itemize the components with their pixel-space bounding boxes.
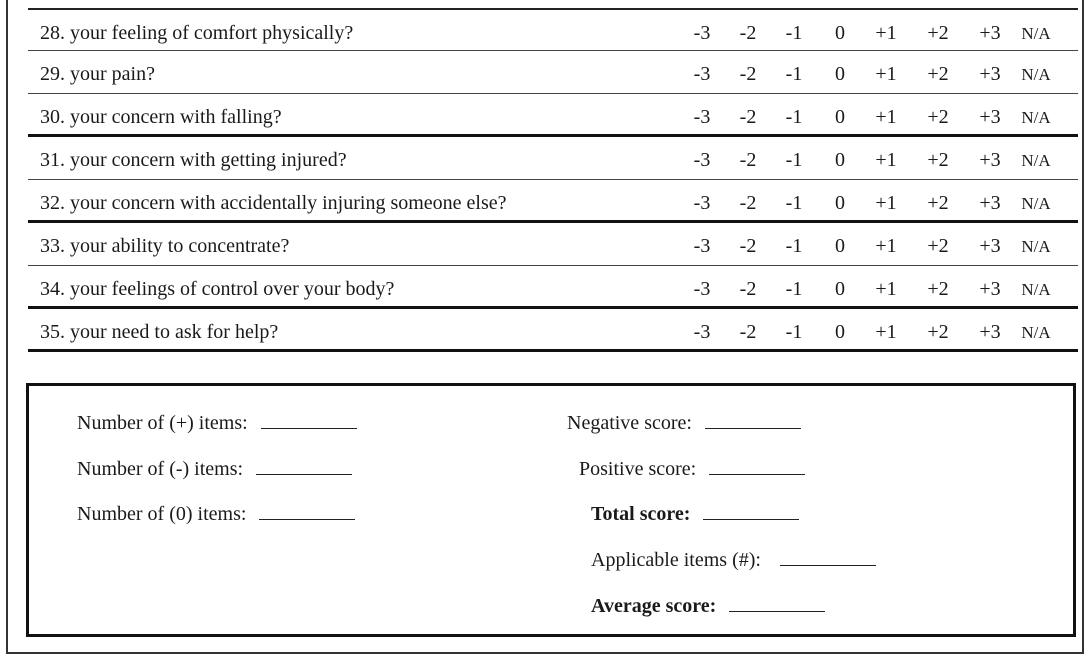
rating-option[interactable]: -2 <box>739 321 757 343</box>
positive-items-line <box>77 410 357 435</box>
rating-option[interactable]: +2 <box>927 106 949 128</box>
rating-option[interactable]: +1 <box>875 106 897 128</box>
item-row <box>28 94 1078 137</box>
positive-score-blank[interactable] <box>709 456 805 475</box>
average-score-label: Average score: <box>591 595 717 617</box>
negative-score-blank[interactable] <box>705 410 801 429</box>
negative-score-label: Negative score: <box>567 412 692 434</box>
rating-option[interactable]: 0 <box>835 63 845 85</box>
rating-option[interactable]: +1 <box>875 278 897 300</box>
rating-option[interactable]: +1 <box>875 192 897 214</box>
positive-score-line <box>579 456 805 481</box>
positive-items-label: Number of (+) items: <box>77 412 248 434</box>
total-score-line <box>591 501 799 526</box>
rating-option[interactable]: N/A <box>1021 194 1051 213</box>
item-row <box>28 8 1078 51</box>
rating-option[interactable]: 0 <box>835 321 845 343</box>
rating-option[interactable]: -1 <box>785 321 803 343</box>
rating-option[interactable]: -3 <box>693 63 711 85</box>
rating-option[interactable]: +1 <box>875 235 897 257</box>
rating-option[interactable]: N/A <box>1021 323 1051 342</box>
rating-option[interactable]: +3 <box>979 235 1001 257</box>
rating-option[interactable]: +2 <box>927 321 949 343</box>
item-row <box>28 266 1078 309</box>
total-score-blank[interactable] <box>703 501 799 520</box>
zero-items-line <box>77 501 355 526</box>
rating-option[interactable]: +1 <box>875 63 897 85</box>
rating-option[interactable]: +2 <box>927 278 949 300</box>
rating-option[interactable]: 0 <box>835 192 845 214</box>
negative-items-line <box>77 456 352 481</box>
rating-option[interactable]: -1 <box>785 106 803 128</box>
negative-items-blank[interactable] <box>256 456 352 475</box>
item-list <box>28 8 1078 352</box>
rating-option[interactable]: +2 <box>927 235 949 257</box>
rating-option[interactable]: N/A <box>1021 151 1051 170</box>
negative-items-label: Number of (-) items: <box>77 458 244 480</box>
questionnaire-page <box>6 0 1084 654</box>
score-summary-box <box>26 383 1076 637</box>
total-score-label: Total score: <box>591 503 691 525</box>
rating-option[interactable]: -1 <box>785 149 803 171</box>
item-question: 28. your feeling of comfort physically? <box>40 22 354 44</box>
rating-option[interactable]: +2 <box>927 149 949 171</box>
rating-option[interactable]: +3 <box>979 192 1001 214</box>
item-question: 33. your ability to concentrate? <box>40 235 290 257</box>
rating-option[interactable]: -3 <box>693 149 711 171</box>
rating-option[interactable]: -3 <box>693 235 711 257</box>
rating-option[interactable]: -2 <box>739 106 757 128</box>
zero-items-label: Number of (0) items: <box>77 503 247 525</box>
rating-option[interactable]: -2 <box>739 278 757 300</box>
item-question: 32. your concern with accidentally injuring someone else? <box>40 192 507 214</box>
rating-option[interactable]: -2 <box>739 192 757 214</box>
rating-option[interactable]: +2 <box>927 22 949 44</box>
rating-option[interactable]: 0 <box>835 106 845 128</box>
rating-option[interactable]: -1 <box>785 192 803 214</box>
applicable-items-line <box>591 547 876 572</box>
item-row <box>28 180 1078 223</box>
rating-option[interactable]: -2 <box>739 63 757 85</box>
rating-option[interactable]: +1 <box>875 22 897 44</box>
item-row <box>28 309 1078 352</box>
rating-option[interactable]: +3 <box>979 149 1001 171</box>
rating-option[interactable]: 0 <box>835 149 845 171</box>
applicable-items-blank[interactable] <box>780 547 876 566</box>
rating-option[interactable]: +3 <box>979 106 1001 128</box>
item-row <box>28 223 1078 266</box>
item-question: 29. your pain? <box>40 63 155 85</box>
rating-option[interactable]: -2 <box>739 22 757 44</box>
rating-option[interactable]: +3 <box>979 63 1001 85</box>
rating-option[interactable]: N/A <box>1021 65 1051 84</box>
positive-score-label: Positive score: <box>579 458 697 480</box>
rating-option[interactable]: N/A <box>1021 108 1051 127</box>
rating-option[interactable]: +3 <box>979 321 1001 343</box>
item-question: 31. your concern with getting injured? <box>40 149 347 171</box>
rating-option[interactable]: +3 <box>979 278 1001 300</box>
rating-option[interactable]: -1 <box>785 63 803 85</box>
rating-option[interactable]: -3 <box>693 192 711 214</box>
rating-option[interactable]: -2 <box>739 149 757 171</box>
rating-option[interactable]: +2 <box>927 63 949 85</box>
rating-option[interactable]: 0 <box>835 278 845 300</box>
rating-option[interactable]: -3 <box>693 278 711 300</box>
rating-option[interactable]: 0 <box>835 235 845 257</box>
rating-option[interactable]: +2 <box>927 192 949 214</box>
rating-option[interactable]: -1 <box>785 235 803 257</box>
item-question: 30. your concern with falling? <box>40 106 282 128</box>
item-question: 35. your need to ask for help? <box>40 321 279 343</box>
rating-option[interactable]: N/A <box>1021 24 1051 43</box>
rating-option[interactable]: -2 <box>739 235 757 257</box>
rating-option[interactable]: N/A <box>1021 280 1051 299</box>
rating-option[interactable]: -3 <box>693 106 711 128</box>
average-score-line <box>591 593 825 618</box>
rating-option[interactable]: -1 <box>785 278 803 300</box>
zero-items-blank[interactable] <box>259 501 355 520</box>
rating-option[interactable]: N/A <box>1021 237 1051 256</box>
rating-option[interactable]: 0 <box>835 22 845 44</box>
negative-score-line <box>567 410 801 435</box>
rating-option[interactable]: -3 <box>693 321 711 343</box>
item-row <box>28 137 1078 180</box>
positive-items-blank[interactable] <box>261 410 357 429</box>
rating-option[interactable]: +1 <box>875 321 897 343</box>
item-row <box>28 51 1078 94</box>
item-question: 34. your feelings of control over your body? <box>40 278 395 300</box>
average-score-blank[interactable] <box>729 593 825 612</box>
rating-option[interactable]: +1 <box>875 149 897 171</box>
rating-option[interactable]: -3 <box>693 22 711 44</box>
rating-option[interactable]: +3 <box>979 22 1001 44</box>
applicable-items-label: Applicable items (#): <box>591 549 761 571</box>
rating-option[interactable]: -1 <box>785 22 803 44</box>
